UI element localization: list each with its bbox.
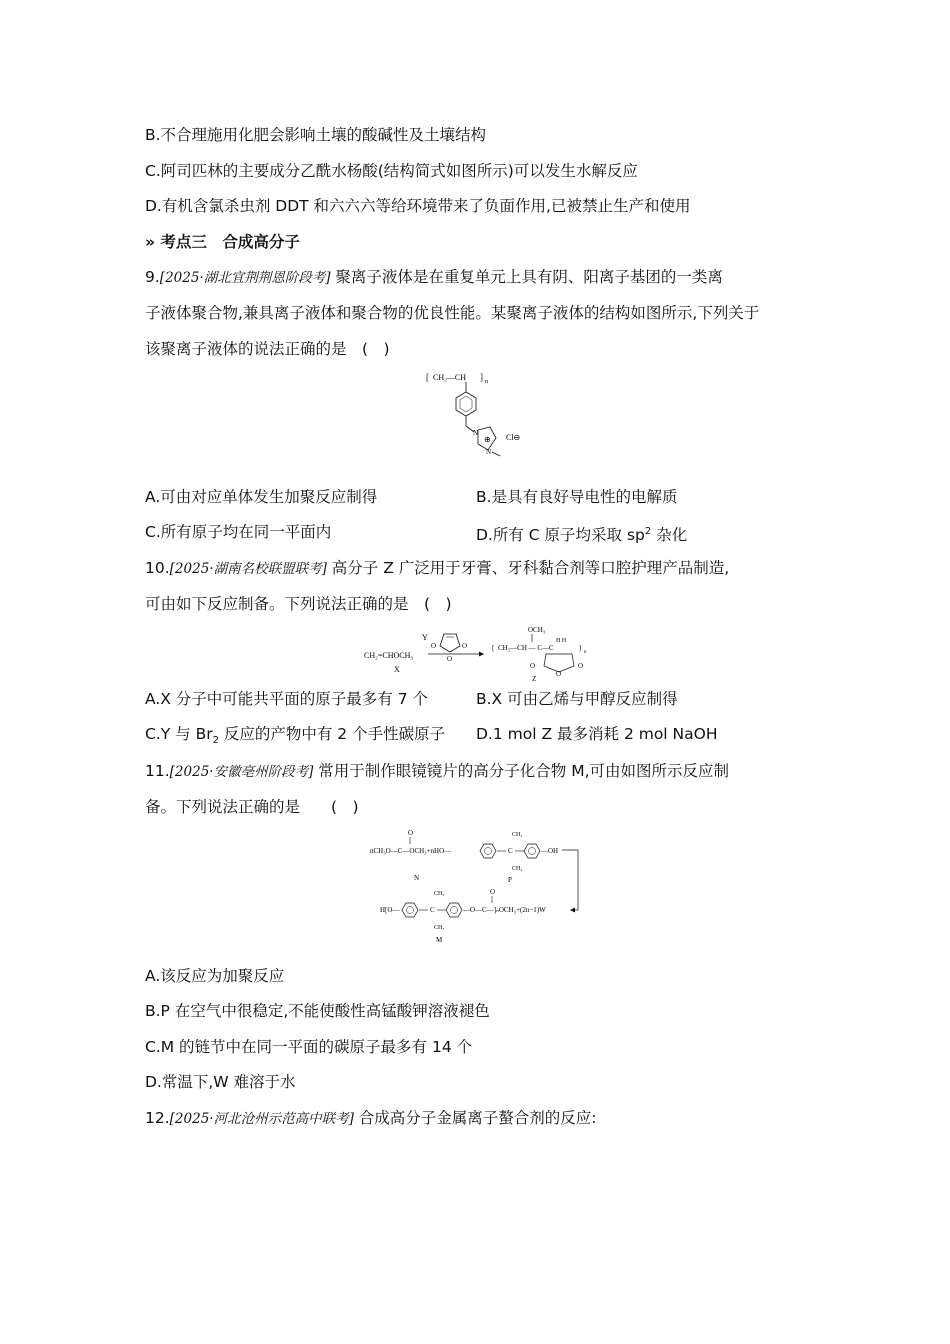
q11-text-1: 常用于制作眼镜镜片的高分子化合物 M,可由如图所示反应制 [313,762,729,780]
q8-option-b: B.不合理施用化肥会影响土壤的酸碱性及土壤结构 [145,126,487,144]
q10-z-label: Z [532,675,537,682]
q11-p-tail: —OH [541,847,559,855]
svg-text:]: ] [480,372,483,382]
q10-option-a: A.X 分子中可能共平面的原子最多有 7 个 [145,690,429,708]
q10-y-oxygen-3: O [462,642,468,650]
q10-text-1: 高分子 Z 广泛用于牙膏、牙科黏合剂等口腔护理产品制造, [326,559,730,577]
q11-m-methyl-bottom: CH₃ [434,925,445,931]
q12-stem-line-1 [145,1107,597,1130]
q11-m-methyl-top: CH₃ [434,891,445,897]
svg-text:[: [ [426,372,429,382]
q10-x-formula: CH₂=CHOCH₃ [364,651,414,660]
q10-z-n-label: n [584,650,587,655]
q9-option-a: A.可由对应单体发生加聚反应制得 [145,488,378,506]
q9-number: 9. [145,268,160,286]
q10-option-c [145,723,445,752]
q11-m-tail: —O—C—]ₙOCH₃+(2n−1)W [463,906,546,914]
q10-y-oxygen-2: O [447,655,453,663]
q12-number: 12. [145,1109,170,1127]
q9-stem-line-3: 该聚离子液体的说法正确的是 ( ) [145,340,390,358]
q11-n-formula: nCH₃O—C—OCH₃+nHO— [370,847,452,855]
q10-z-substituent: OCH₃ [528,626,546,634]
q11-p-label: P [508,876,512,884]
q11-p-methyl-bottom: CH₃ [512,866,523,872]
q10-z-hydrogens: H H [556,638,567,644]
q11-p-methyl-top: CH₃ [512,832,523,838]
q10-option-b: B.X 可由乙烯与甲醇反应制得 [476,690,678,708]
q11-m-carbonyl-o: O [490,888,496,896]
q9-stem-line-2: 子液体聚合物,兼具离子液体和聚合物的优良性能。某聚离子液体的结构如图所示,下列关于 [145,304,760,322]
q10-z-chain: CH₂—CH — C—C [498,644,554,652]
q11-option-d: D.常温下,W 难溶于水 [145,1073,296,1091]
q10-y-label: Y [422,633,428,642]
q11-option-a: A.该反应为加聚反应 [145,967,285,985]
q11-n-label: N [414,874,420,882]
q11-m-carbon: C [430,906,435,914]
q11-stem-line-2: 备。下列说法正确的是 ( ) [145,798,359,816]
q9-plus-icon: ⊕ [484,435,491,444]
q10-y-oxygen-1: O [431,642,437,650]
q9-anion-label: Cl⊖ [506,433,521,442]
svg-text:[: [ [492,644,495,652]
q10-stem-line-1 [145,557,729,580]
q10-source: [2025·湖南名校联盟联考] [169,561,327,577]
q10-option-c-text: C.Y 与 Br [145,725,213,743]
q11-stem-line-1 [145,760,729,783]
q11-number: 11. [145,762,170,780]
q9-atom-n2: N [486,448,492,456]
q9-atom-n1: N [473,429,479,437]
q10-option-c-sub: 2 [212,735,219,747]
q9-chain-label: CH₂—CH [433,373,467,382]
q11-n-carbonyl-o: O [408,829,414,837]
q8-option-c: C.阿司匹林的主要成分乙酰水杨酸(结构简式如图所示)可以发生水解反应 [145,162,638,180]
q11-source: [2025·安徽亳州阶段考] [169,764,314,780]
q9-n-label: n [485,379,488,385]
q9-option-d-text: D.所有 C 原子均采取 sp [476,526,645,545]
q11-m-head: H[O— [380,906,400,914]
q12-text: 合成高分子金属离子螯合剂的反应: [353,1109,597,1127]
q9-source: [2025·湖北宜荆荆恩阶段考] [159,270,331,286]
q9-stem-line-1 [145,266,723,289]
q9-text-1: 聚离子液体是在重复单元上具有阴、阳离子基团的一类离 [330,268,723,286]
q11-m-label: M [436,936,443,944]
section-marker-icon: » [145,233,156,251]
q10-option-c-tail: 反应的产物中有 2 个手性碳原子 [218,725,446,743]
q11-option-b: B.P 在空气中很稳定,不能使酸性高锰酸钾溶液褪色 [145,1002,490,1020]
q12-source: [2025·河北沧州示范高中联考] [169,1111,354,1127]
q10-x-label: X [394,665,400,674]
q11-option-c: C.M 的链节中在同一平面的碳原子最多有 14 个 [145,1038,473,1056]
q11-p-carbon: C [508,847,513,855]
section-header [145,231,300,253]
q8-option-d: D.有机含氯杀虫剂 DDT 和六六六等给环境带来了负面作用,已被禁止生产和使用 [145,197,691,215]
q9-option-c: C.所有原子均在同一平面内 [145,523,332,541]
q9-structure-figure [420,370,530,462]
q9-option-d [476,521,687,546]
q10-stem-line-2: 可由如下反应制备。下列说法正确的是 ( ) [145,595,452,613]
q9-option-d-sup: 2 [644,526,652,537]
q10-z-oxygen-3: O [578,662,584,670]
q11-reaction-figure [366,826,588,950]
section-title: 考点三 合成高分子 [160,233,300,251]
q10-reaction-figure [360,624,600,682]
q10-z-oxygen-2: O [556,670,562,678]
q9-option-b: B.是具有良好导电性的电解质 [476,488,678,506]
q9-option-d-tail: 杂化 [651,526,688,545]
q10-z-oxygen-1: O [530,662,536,670]
svg-text:]: ] [579,644,582,652]
q10-number: 10. [145,559,170,577]
q10-option-d: D.1 mol Z 最多消耗 2 mol NaOH [476,725,718,743]
